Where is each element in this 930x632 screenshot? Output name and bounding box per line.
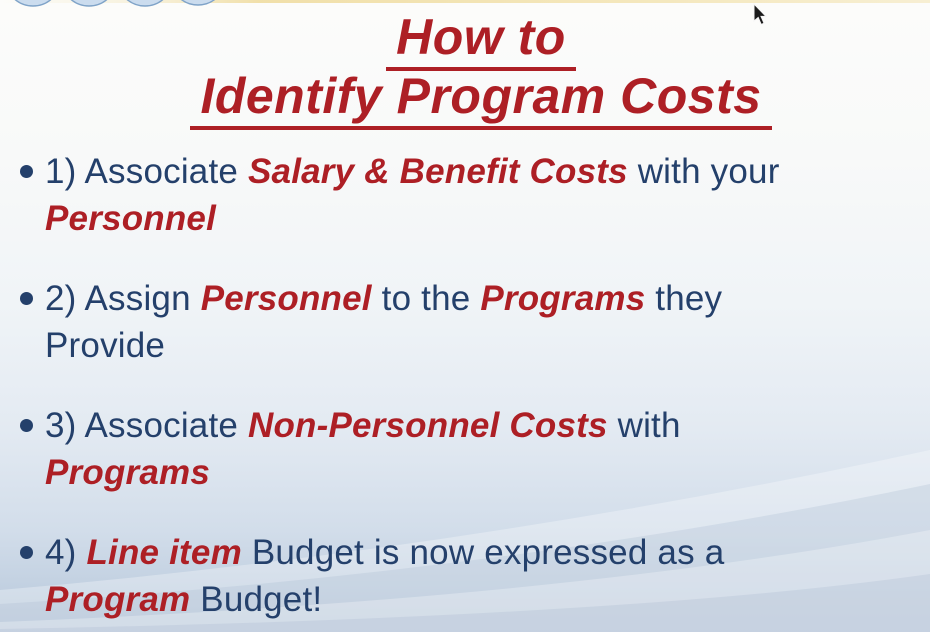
body-text-segment: Provide (45, 326, 166, 365)
bullet-dot (20, 292, 33, 305)
bullet-text-line (45, 449, 910, 496)
bullet-text-line (45, 402, 910, 449)
emphasis-text-segment: Salary & Benefit Costs (247, 152, 628, 191)
bullet-list (0, 148, 910, 632)
emphasis-text-segment: Programs (480, 279, 646, 318)
emphasis-text-segment: Personnel (200, 279, 372, 318)
body-text-segment: with (607, 406, 681, 445)
title-row-2 (32, 68, 930, 127)
mouse-cursor-icon (752, 3, 768, 27)
bullet-text-line (45, 275, 910, 322)
body-text-segment: 4) (45, 533, 87, 572)
emphasis-text-segment: Personnel (45, 199, 217, 238)
body-text-segment: they (645, 279, 723, 318)
bullet-text-line (45, 195, 910, 242)
bullet-text (45, 529, 910, 623)
title-row-1 (32, 9, 930, 68)
body-text-segment: 2) Assign (45, 279, 201, 318)
slide-title (0, 9, 930, 127)
bullet-text (45, 402, 910, 496)
bullet-text-line (45, 529, 910, 576)
emphasis-text-segment: Programs (45, 453, 210, 492)
title-line-2: Identify Program Costs (190, 68, 771, 130)
body-text-segment: Budget is now expressed as a (241, 533, 725, 572)
bullet-dot (20, 165, 33, 178)
body-text-segment: Budget! (190, 580, 323, 619)
emphasis-text-segment: Program (45, 580, 191, 619)
bullet-item-1 (0, 148, 910, 242)
title-line-1: How to (386, 9, 576, 71)
bullet-text (45, 148, 910, 242)
bullet-item-3 (0, 402, 910, 496)
bullet-text-line (45, 576, 910, 623)
bullet-dot (20, 546, 33, 559)
body-text-segment: 1) Associate (45, 152, 248, 191)
bullet-item-4 (0, 529, 910, 623)
bullet-dot (20, 419, 33, 432)
body-text-segment: to the (371, 279, 481, 318)
bullet-item-2 (0, 275, 910, 369)
bullet-text (45, 275, 910, 369)
emphasis-text-segment: Non-Personnel Costs (247, 406, 608, 445)
bullet-text-line (45, 148, 910, 195)
emphasis-text-segment: Line item (86, 533, 242, 572)
body-text-segment: 3) Associate (45, 406, 248, 445)
body-text-segment: with your (627, 152, 780, 191)
bullet-text-line (45, 322, 910, 369)
